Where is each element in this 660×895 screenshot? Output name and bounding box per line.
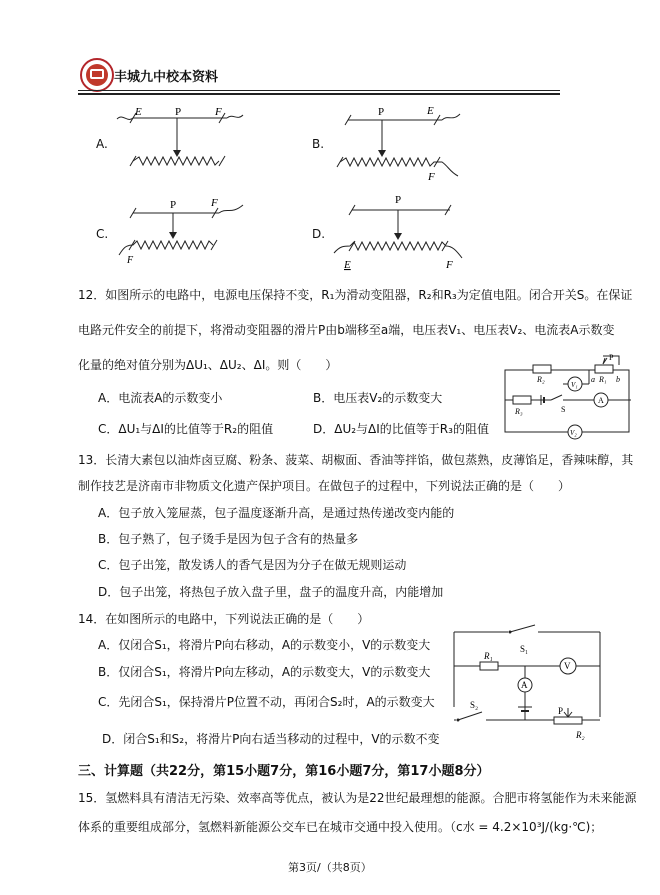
q14-circuit-diagram <box>450 622 610 747</box>
q11-diagram-b <box>330 100 470 185</box>
q14-option-c: C．先闭合S₁，保持滑片P位置不动，再闭合S₂时，A的示数变大 <box>98 695 435 709</box>
q12-line-1: 12．如图所示的电路中，电源电压保持不变，R₁为滑动变阻器，R₂和R₃为定值电阻。闭合开关S。在保证 <box>78 288 633 302</box>
section-title: 三、计算题（共22分，第15小题7分，第16小题7分，第17小题8分） <box>78 764 490 779</box>
q13-option-b: B．包子熟了，包子烫手是因为包子含有的热量多 <box>98 532 359 546</box>
q11-diagram-d <box>330 188 470 273</box>
q13-line-1: 13．长清大素包以油炸卤豆腐、粉条、菠菜、胡椒面、香油等拌馅，做包蒸熟，皮薄馅足，香辣味醇，其 <box>78 453 634 467</box>
q11b-p-label: P <box>378 106 385 118</box>
q11d-p-label: P <box>395 194 402 206</box>
school-name: 丰城九中校本资料 <box>114 70 219 85</box>
q11d-f-label: F <box>446 259 453 271</box>
header-rule-thick <box>78 93 560 95</box>
q11d-e-label: E <box>344 259 351 271</box>
q12-r1-label: R₁ <box>599 375 607 384</box>
q11c-f2-label: F <box>127 255 134 266</box>
q12-r1-rheostat <box>595 365 613 373</box>
q12-circuit-diagram <box>503 352 633 442</box>
q12-line-3: 化量的绝对值分别为ΔU₁、ΔU₂、ΔI。则（ ） <box>78 358 338 372</box>
q15-line-2: 体系的重要组成部分，氢燃料新能源公交车已在城市交通中投入使用。（c水 = 4.2×10³J/(kg·℃)； <box>78 820 603 834</box>
q11b-f-label: F <box>428 171 435 183</box>
header-rule <box>78 90 560 91</box>
q11-option-c-label: C. <box>96 227 109 241</box>
q14-s2-label: S₂ <box>470 700 479 710</box>
q14-p-label: P <box>558 706 564 716</box>
q14-stem: 14．在如图所示的电路中，下列说法正确的是（ ） <box>78 612 370 626</box>
q11c-f-label: F <box>211 197 218 209</box>
q11a-e-label: E <box>135 106 142 118</box>
q12-v2-label: V₂ <box>570 429 577 437</box>
q12-r3-resistor <box>513 396 531 404</box>
q14-option-d: D．闭合S₁和S₂，将滑片P向右适当移动的过程中，V的示数不变 <box>102 732 440 746</box>
q13-option-c: C．包子出笼，散发诱人的香气是因为分子在做无规则运动 <box>98 558 407 572</box>
q13-option-d: D．包子出笼，将热包子放入盘子里，盘子的温度升高，内能增加 <box>98 585 444 599</box>
q11-diagram-a <box>115 105 245 175</box>
q11-option-a-label: A. <box>96 137 108 151</box>
q14-option-a: A．仅闭合S₁，将滑片P向右移动，A的示数变小，V的示数变大 <box>98 638 431 652</box>
q12-r3-label: R₃ <box>515 407 523 416</box>
q11-option-b-label: B. <box>312 137 325 151</box>
q13-line-2: 制作技艺是济南市非物质文化遗产保护项目。在做包子的过程中，下列说法正确的是（ ） <box>78 479 571 493</box>
q14-r1-label: R₁ <box>484 651 493 661</box>
q11c-p-label: P <box>170 199 177 211</box>
q12-p-label: P <box>609 353 614 362</box>
school-logo <box>80 58 114 92</box>
q12-r2-label: R₂ <box>537 375 545 384</box>
q12-v1-label: V₁ <box>571 381 578 389</box>
q14-r1-resistor <box>480 662 498 670</box>
q14-option-b: B．仅闭合S₁，将滑片P向左移动，A的示数变大，V的示数变大 <box>98 665 431 679</box>
q14-s1-label: S₁ <box>520 644 529 654</box>
q11-diagram-c <box>115 195 250 270</box>
q12-a-end: a <box>591 375 595 384</box>
q12-option-d: D．ΔU₂与ΔI的比值等于R₃的阻值 <box>313 422 489 436</box>
q12-s-label: S <box>561 405 566 414</box>
q11b-e-label: E <box>427 105 434 117</box>
q14-ammeter-label: A <box>521 680 528 690</box>
q11a-p-label: P <box>175 106 182 118</box>
q12-b-end: b <box>616 375 620 384</box>
q11-option-d-label: D. <box>312 227 326 241</box>
q14-r2-rheostat <box>554 717 582 724</box>
q12-option-b: B．电压表V₂的示数变大 <box>313 391 443 405</box>
q12-ammeter-label: A <box>598 396 604 405</box>
q11a-f-label: F <box>215 106 222 118</box>
q13-option-a: A．包子放入笼屉蒸，包子温度逐渐升高，是通过热传递改变内能的 <box>98 506 455 520</box>
q12-line-2: 电路元件安全的前提下，将滑动变阻器的滑片P由b端移至a端，电压表V₁、电压表V₂、电流表A示数变 <box>78 323 615 337</box>
q12-option-c: C．ΔU₁与ΔI的比值等于R₂的阻值 <box>98 422 274 436</box>
q12-option-a: A．电流表A的示数变小 <box>98 391 223 405</box>
q12-r2-resistor <box>533 365 551 373</box>
q14-r2-label: R₂ <box>576 730 585 740</box>
page-footer: 第3页/（共8页） <box>288 861 372 874</box>
q14-v-label: V <box>564 661 571 671</box>
q15-line-1: 15．氢燃料具有清洁无污染、效率高等优点，被认为是22世纪最理想的能源。合肥市将氢能作为未来能源 <box>78 791 637 805</box>
